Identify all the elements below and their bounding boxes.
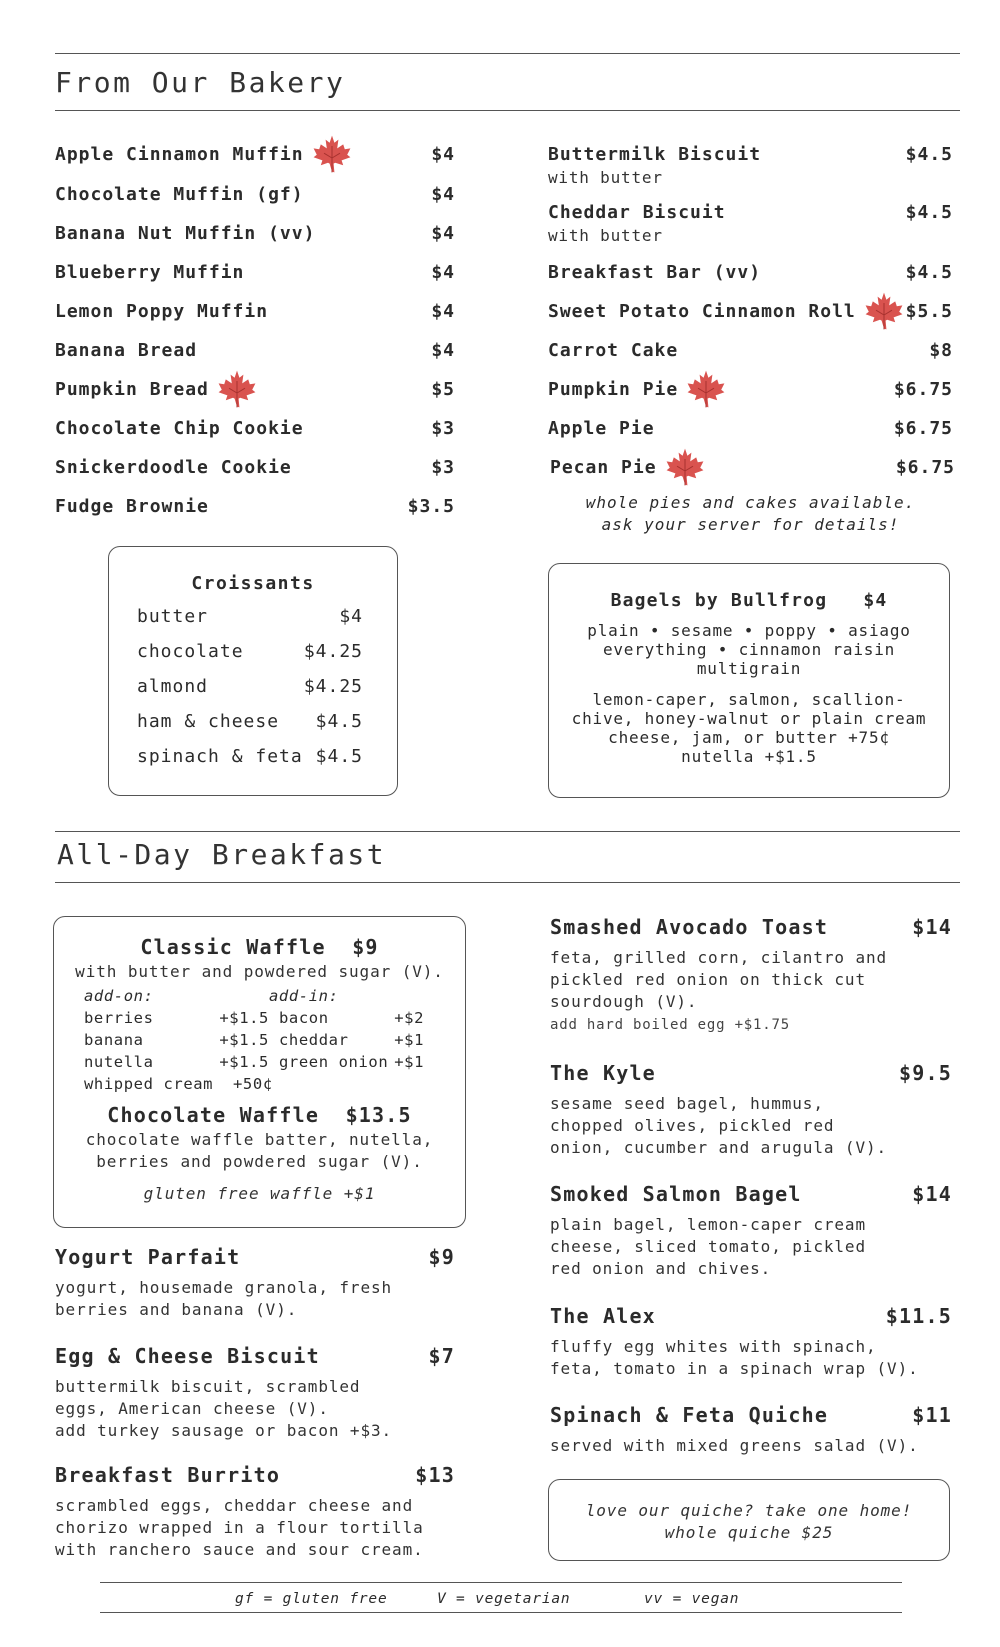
item-price: $3 [431,417,455,439]
maple-leaf-icon [665,447,705,487]
bagel-spread-line: nutella +$1.5 [681,747,817,766]
addin-price: +$2 [394,1009,424,1027]
bagel-spread-line: cheese, jam, or butter +75¢ [608,728,890,747]
croissant-item [137,746,363,781]
item-name: Blueberry Muffin [55,261,245,283]
bagel-variety-line: everything • cinnamon raisin [602,640,896,659]
menu-item-chocolate-muffin [55,182,455,206]
item-desc-line: berries and banana (V). [55,1300,298,1319]
chocolate-waffle-desc-line: chocolate waffle batter, nutella, [85,1130,434,1149]
maple-leaf-icon [686,369,726,409]
item-desc-line: add turkey sausage or bacon +$3. [55,1421,393,1440]
item-desc-line: buttermilk biscuit, scrambled [55,1377,361,1396]
item-desc-line: feta, grilled corn, cilantro and [550,948,888,967]
item-desc-line: sourdough (V). [550,992,698,1011]
item-price: $5.5 [905,300,953,322]
item-price: $8 [929,339,953,361]
whipped-cream-addon [84,1073,465,1095]
croissant-price: $4.5 [315,746,363,767]
waffle-addons-grid [84,985,465,1073]
bagel-spreads [549,690,949,766]
item-name: Egg & Cheese Biscuit [55,1344,320,1368]
maple-leaf-icon [312,134,352,174]
bakery-title-underline [55,110,960,111]
menu-item-chocolate-chip-cookie [55,416,455,440]
chocolate-waffle-desc [54,1129,465,1173]
classic-waffle-price: $9 [352,935,379,959]
legend-vegetarian: V = vegetarian [437,1591,571,1607]
chocolate-waffle-price: $13.5 [345,1103,412,1127]
addin-price: +$1 [394,1053,424,1071]
menu-item-breakfast-bar [548,260,953,284]
item-name: Breakfast Bar (vv) [548,261,762,283]
item-name: Lemon Poppy Muffin [55,300,269,322]
classic-waffle-name: Classic Waffle [140,935,326,959]
item-name: Snickerdoodle Cookie [55,456,292,478]
pies-note-line: ask your server for details! [601,515,900,534]
item-desc-line: fluffy egg whites with spinach, [550,1337,877,1356]
top-rule [55,53,960,54]
menu-item-pumpkin-pie [548,377,953,401]
item-name: Carrot Cake [548,339,679,361]
item-desc-line: onion, cucumber and arugula (V). [550,1138,888,1157]
menu-item-carrot-cake [548,338,953,362]
menu-item-breakfast-burrito [55,1463,455,1561]
item-price: $3.5 [407,495,455,517]
menu-item-banana-nut-muffin [55,221,455,245]
addon-name: berries [84,1009,154,1027]
croissants-title: Croissants [191,573,315,594]
item-subtext: with butter [548,226,663,245]
breakfast-title-underline [55,882,960,883]
item-name: Chocolate Muffin (gf) [55,183,304,205]
croissants-box [108,546,398,796]
item-desc-line: cheese, sliced tomato, pickled [550,1237,866,1256]
croissant-name: butter [137,606,209,627]
addin-name: bacon [279,1009,329,1027]
croissant-name: almond [137,676,209,697]
croissant-name: chocolate [137,641,244,662]
item-desc-line: pickled red onion on thick cut [550,970,866,989]
item-desc-line: chorizo wrapped in a flour tortilla [55,1518,424,1537]
breakfast-section-title: All-Day Breakfast [57,838,387,871]
bagel-spread-line: lemon-caper, salmon, scallion- [592,690,906,709]
item-desc-line: feta, tomato in a spinach wrap (V). [550,1359,919,1378]
item-name: The Alex [550,1304,656,1328]
item-desc-line: eggs, American cheese (V). [55,1399,329,1418]
item-name: Buttermilk Biscuit [548,143,762,165]
croissant-price: $4 [339,606,363,627]
item-price: $6.75 [893,417,953,439]
addon-price: +$1.5 [219,1009,269,1027]
menu-item-buttermilk-biscuit [548,142,953,166]
gluten-free-waffle-note: gluten free waffle +$1 [143,1184,376,1203]
item-name: Cheddar Biscuit [548,201,726,223]
addin-price: +$1 [394,1031,424,1049]
addin-name: cheddar [279,1031,349,1049]
menu-item-smoked-salmon-bagel [550,1182,952,1280]
item-desc-line: served with mixed greens salad (V). [550,1436,919,1455]
legend-bottom-rule [100,1612,902,1613]
croissant-price: $4.5 [315,711,363,732]
bagel-varieties [549,621,949,678]
item-price: $9.5 [899,1061,952,1085]
item-name: Apple Cinnamon Muffin [55,143,304,165]
croissant-item [137,641,363,676]
addin-name: green onion [279,1053,389,1071]
classic-waffle-heading [54,935,465,959]
maple-leaf-icon [864,291,904,331]
item-price: $6.75 [895,456,955,478]
item-price: $9 [428,1245,455,1269]
item-desc-line: with ranchero sauce and sour cream. [55,1540,424,1559]
addon-label: add-on: [84,987,154,1005]
menu-item-lemon-poppy-muffin [55,299,455,323]
item-name: Fudge Brownie [55,495,209,517]
item-desc-line: scrambled eggs, cheddar cheese and [55,1496,414,1515]
item-price: $4 [431,300,455,322]
item-name: Banana Bread [55,339,198,361]
addon-name: whipped cream [84,1075,214,1093]
item-name: Pecan Pie [550,456,657,478]
pies-note-line: whole pies and cakes available. [585,493,916,512]
item-name: Apple Pie [548,417,655,439]
item-name: Breakfast Burrito [55,1463,281,1487]
chocolate-waffle-desc-line: berries and powdered sugar (V). [96,1152,423,1171]
item-desc-line: plain bagel, lemon-caper cream [550,1215,866,1234]
croissant-price: $4.25 [303,641,363,662]
menu-item-the-alex [550,1304,952,1380]
addin-label: add-in: [269,987,339,1005]
item-price: $11 [912,1403,952,1427]
item-price: $5 [431,378,455,400]
waffle-box [53,916,466,1228]
croissant-item [137,676,363,711]
item-desc-line: sesame seed bagel, hummus, [550,1094,824,1113]
bagels-box [548,563,950,798]
item-name: Chocolate Chip Cookie [55,417,304,439]
chocolate-waffle-name: Chocolate Waffle [107,1103,320,1127]
item-price: $4.5 [905,261,953,283]
breakfast-top-rule [55,831,960,832]
legend-top-rule [100,1582,902,1583]
menu-item-spinach-feta-quiche [550,1403,952,1457]
classic-waffle-desc: with butter and powdered sugar (V). [75,962,444,981]
croissant-item [137,711,363,746]
pies-note [548,492,953,536]
item-name: Smoked Salmon Bagel [550,1182,802,1206]
item-price: $4 [431,183,455,205]
item-name: Pumpkin Pie [548,378,679,400]
item-price: $4 [431,339,455,361]
addon-price: +$1.5 [219,1031,269,1049]
item-price: $11.5 [885,1304,952,1328]
bagel-spread-line: chive, honey-walnut or plain cream [571,709,927,728]
bagels-title [549,590,949,611]
item-name: Smashed Avocado Toast [550,915,829,939]
bakery-section-title: From Our Bakery [55,66,346,99]
addon-name: banana [84,1031,144,1049]
menu-item-blueberry-muffin [55,260,455,284]
item-price: $14 [912,915,952,939]
item-price: $4.5 [905,143,953,165]
item-desc-line: red onion and chives. [550,1259,772,1278]
legend-vegan: vv = vegan [644,1591,740,1607]
legend-gluten-free: gf = gluten free [235,1591,388,1607]
item-name: Banana Nut Muffin (vv) [55,222,316,244]
item-desc-line: yogurt, housemade granola, fresh [55,1278,393,1297]
quiche-note-line: whole quiche $25 [664,1523,834,1542]
item-name: The Kyle [550,1061,656,1085]
menu-item-cheddar-biscuit [548,200,953,224]
menu-item-yogurt-parfait [55,1245,455,1321]
croissant-name: spinach & feta [137,746,303,767]
addon-price: +50¢ [233,1075,273,1093]
item-desc-line: chopped olives, pickled red [550,1116,835,1135]
menu-item-pumpkin-bread [55,377,455,401]
menu-item-apple-pie [548,416,953,440]
item-price: $4 [431,222,455,244]
item-price: $4.5 [905,201,953,223]
menu-item-egg-cheese-biscuit [55,1344,455,1442]
item-price: $6.75 [893,378,953,400]
bagel-variety-line: plain • sesame • poppy • asiago [587,621,911,640]
item-name: Yogurt Parfait [55,1245,241,1269]
menu-item-pecan-pie [550,455,955,479]
bagel-variety-line: multigrain [696,659,802,678]
menu-item-banana-bread [55,338,455,362]
item-price: $4 [431,261,455,283]
quiche-note-line: love our quiche? take one home! [585,1501,913,1520]
menu-item-fudge-brownie [55,494,455,518]
maple-leaf-icon [217,369,257,409]
item-name: Sweet Potato Cinnamon Roll [548,300,856,322]
menu-item-smashed-avocado-toast [550,915,952,1033]
quiche-note-box [548,1479,950,1561]
item-name: Pumpkin Bread [55,378,209,400]
item-subtext: with butter [548,168,663,187]
croissant-name: ham & cheese [137,711,280,732]
menu-item-snickerdoodle-cookie [55,455,455,479]
bagels-price: $4 [863,590,888,611]
item-name: Spinach & Feta Quiche [550,1403,829,1427]
menu-item-the-kyle [550,1061,952,1159]
item-price: $3 [431,456,455,478]
croissant-price: $4.25 [303,676,363,697]
chocolate-waffle-heading [54,1103,465,1127]
bagels-title-text: Bagels by Bullfrog [610,590,828,611]
item-price: $14 [912,1182,952,1206]
item-price: $7 [428,1344,455,1368]
croissant-item [137,606,363,641]
item-addon-note: add hard boiled egg +$1.75 [550,1017,790,1033]
menu-item-sweet-potato-cinnamon-roll [548,299,953,323]
menu-item-apple-cinnamon-muffin [55,142,455,166]
addon-name: nutella [84,1053,154,1071]
item-price: $13 [415,1463,455,1487]
addon-price: +$1.5 [219,1053,269,1071]
item-price: $4 [431,143,455,165]
